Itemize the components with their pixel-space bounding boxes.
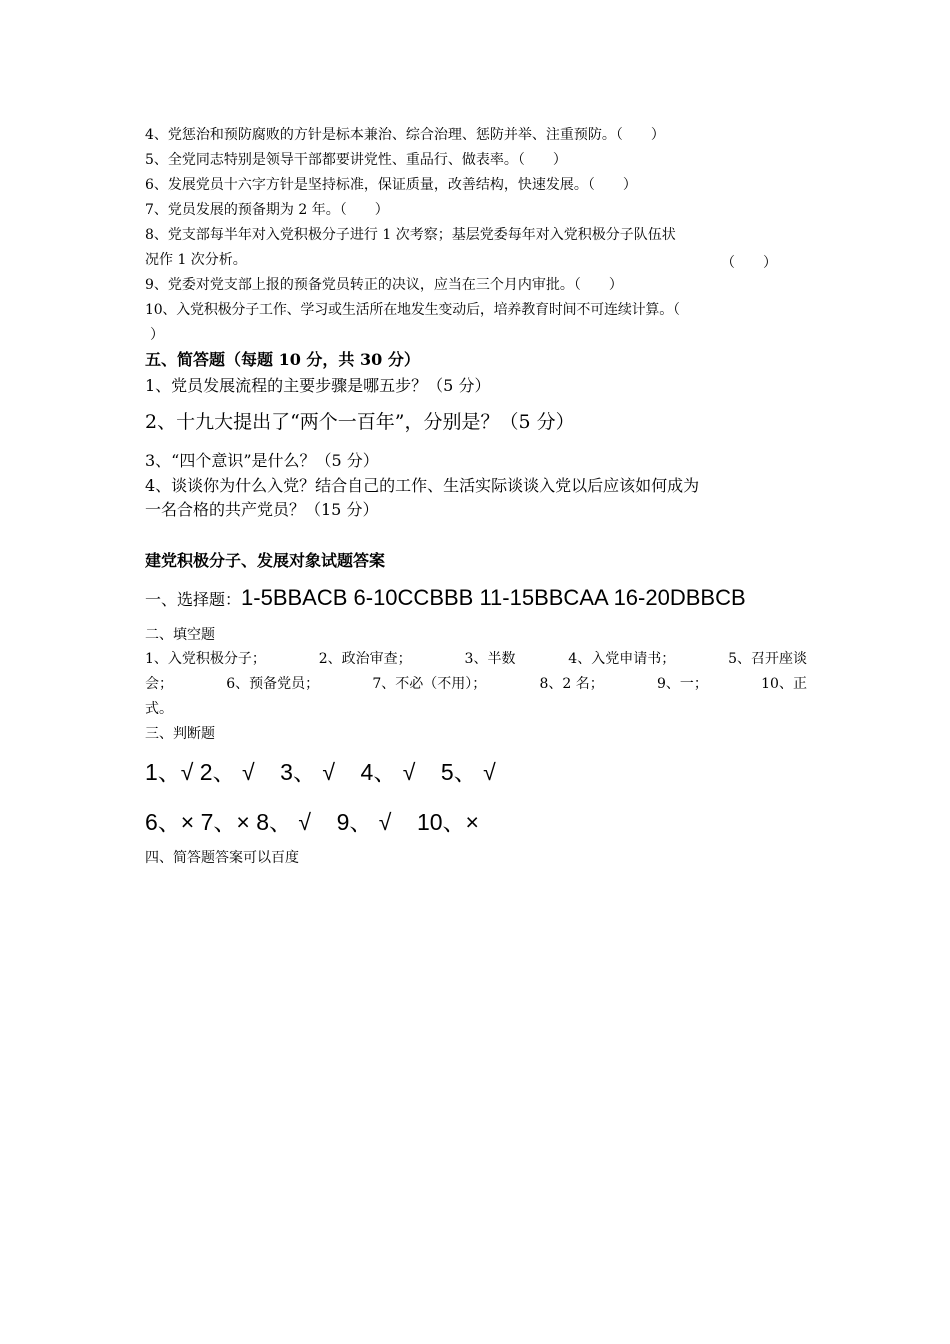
fill-row-1 [145, 651, 807, 668]
short-answer-q3: 3、“四个意识”是什么？（5 分） [145, 451, 379, 470]
judgment-q5: 5、全党同志特别是领导干部都要讲党性、重品行、做表率。（ ） [145, 152, 567, 168]
short-answer-q1: 1、党员发展流程的主要步骤是哪五步？（5 分） [145, 376, 491, 395]
fill-item: 5、召开座谈 [728, 651, 807, 667]
fill-item: 1、入党积极分子； [145, 651, 266, 667]
short-answer-q2: 2、十九大提出了“两个一百年”，分别是？（5 分） [145, 411, 575, 433]
judgment-q8-paren: （ ） [721, 255, 777, 271]
choice-label: 一、选择题： [145, 590, 242, 609]
short-answer-note: 四、简答题答案可以百度 [145, 850, 299, 866]
fill-item: 9、一； [656, 676, 708, 692]
fill-item: 2、政治审查； [318, 651, 412, 667]
fill-item: 10、正 [761, 676, 807, 692]
fill-item: 8、2 名； [539, 676, 604, 692]
short-answer-q4-line2: 一名合格的共产党员？（15 分） [145, 500, 379, 519]
fill-heading: 二、填空题 [145, 627, 215, 643]
choice-value: 1-5BBACB 6-10CCBBB 11-15BBCAA 16-20DBBCB [241, 585, 746, 610]
short-answer-q4-line1: 4、谈谈你为什么入党？结合自己的工作、生活实际谈谈入党以后应该如何成为 [145, 476, 700, 495]
fill-item: 4、入党申请书； [568, 651, 676, 667]
judgment-q7: 7、党员发展的预备期为 2 年。（ ） [145, 202, 389, 218]
judgment-q10-line1: 10、入党积极分子工作、学习或生活所在地发生变动后，培养教育时间不可连续计算。（ [145, 302, 680, 318]
judgment-q4: 4、党惩治和预防腐败的方针是标本兼治、综合治理、惩防并举、注重预防。（ ） [145, 127, 665, 143]
fill-item: 3、半数 [464, 651, 516, 667]
judgment-q8-line1: 8、党支部每半年对入党积极分子进行 1 次考察；基层党委每年对入党积极分子队伍状 [145, 227, 676, 243]
fill-item: 会； [145, 676, 173, 692]
judgment-q8-line2: 况作 1 次分析。 [145, 252, 247, 268]
fill-item: 6、预备党员； [226, 676, 320, 692]
answers-title: 建党积极分子、发展对象试题答案 [145, 551, 386, 570]
fill-item: 7、不必（不用）； [372, 676, 487, 692]
judge-heading: 三、判断题 [145, 726, 215, 742]
choice-answers [145, 585, 746, 611]
judgment-q6: 6、发展党员十六字方针是坚持标准，保证质量，改善结构，快速发展。（ ） [145, 177, 637, 193]
judge-row-1: 1、√ 2、 √ 3、 √ 4、 √ 5、 √ [145, 759, 496, 785]
fill-row-2 [145, 676, 807, 693]
judgment-q10-line2: ） [150, 327, 164, 343]
fill-row-3: 式。 [145, 701, 173, 717]
short-answer-heading: 五、简答题（每题 10 分，共 30 分） [145, 350, 420, 369]
judge-row-2: 6、× 7、× 8、 √ 9、 √ 10、× [145, 809, 479, 835]
judgment-q9: 9、党委对党支部上报的预备党员转正的决议，应当在三个月内审批。（ ） [145, 277, 623, 293]
